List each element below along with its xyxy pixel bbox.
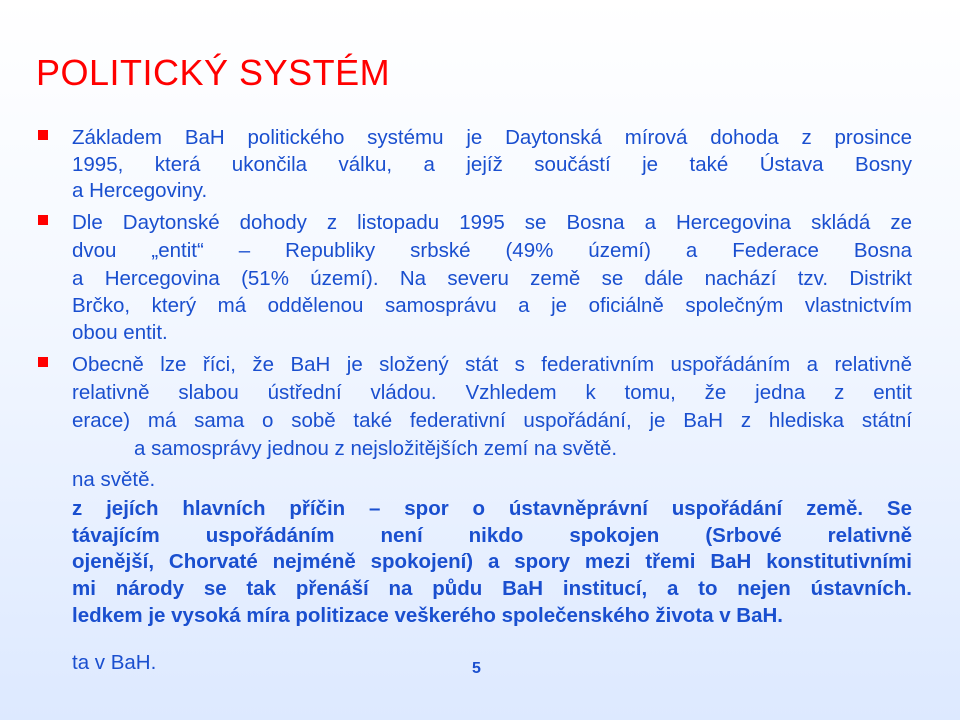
text-line: a samosprávy jednou z nejsložitějších zemí na světě. bbox=[134, 437, 618, 460]
text-line: 1995, která ukončila válku, a jejíž součástí je také Ústava Bosny bbox=[72, 153, 912, 176]
page-number: 5 bbox=[472, 660, 481, 677]
bullet-marker-2 bbox=[38, 215, 48, 225]
text-line: Obecně lze říci, že BaH je složený stát s federativním uspořádáním a relativně bbox=[72, 353, 912, 376]
text-line: ojenější, Chorvaté nejméně spokojení) a spory mezi třemi BaH konstitutivními bbox=[72, 550, 912, 573]
text-line: Základem BaH politického systému je Daytonská mírová dohoda z prosince bbox=[72, 126, 912, 149]
text-line: Dle Daytonské dohody z listopadu 1995 se Bosna a Hercegovina skládá ze bbox=[72, 211, 912, 234]
text-line: a Hercegoviny. bbox=[72, 179, 208, 202]
text-line: ledkem je vysoká míra politizace veškerého společenského života v BaH. bbox=[72, 604, 783, 627]
text-line: erace) má sama o sobě také federativní uspořádání, je BaH z hlediska státní bbox=[72, 409, 912, 432]
text-line: obou entit. bbox=[72, 321, 168, 344]
text-line: na světě. bbox=[72, 468, 156, 491]
text-line: a Hercegovina (51% území). Na severu země se dále nachází tzv. Distrikt bbox=[72, 267, 912, 290]
text-line: távajícím uspořádáním není nikdo spokojen (Srbové relativně bbox=[72, 524, 912, 547]
text-line: dvou „entit“ – Republiky srbské (49% území) a Federace Bosna bbox=[72, 239, 912, 262]
text-line: ta v BaH. bbox=[72, 651, 157, 674]
text-line: relativně slabou ústřední vládou. Vzhledem k tomu, že jedna z entit bbox=[72, 381, 912, 404]
text-line: mi národy se tak přenáší na půdu BaH institucí, a to nejen ústavních. bbox=[72, 577, 912, 600]
slide-title: POLITICKÝ SYSTÉM bbox=[36, 52, 391, 93]
bullet-marker-1 bbox=[38, 130, 48, 140]
text-line: Brčko, který má oddělenou samosprávu a je oficiálně společným vlastnictvím bbox=[72, 294, 912, 317]
bullet-marker-3 bbox=[38, 357, 48, 367]
text-line: z jejích hlavních příčin – spor o ústavněprávní uspořádání země. Se bbox=[72, 497, 912, 520]
